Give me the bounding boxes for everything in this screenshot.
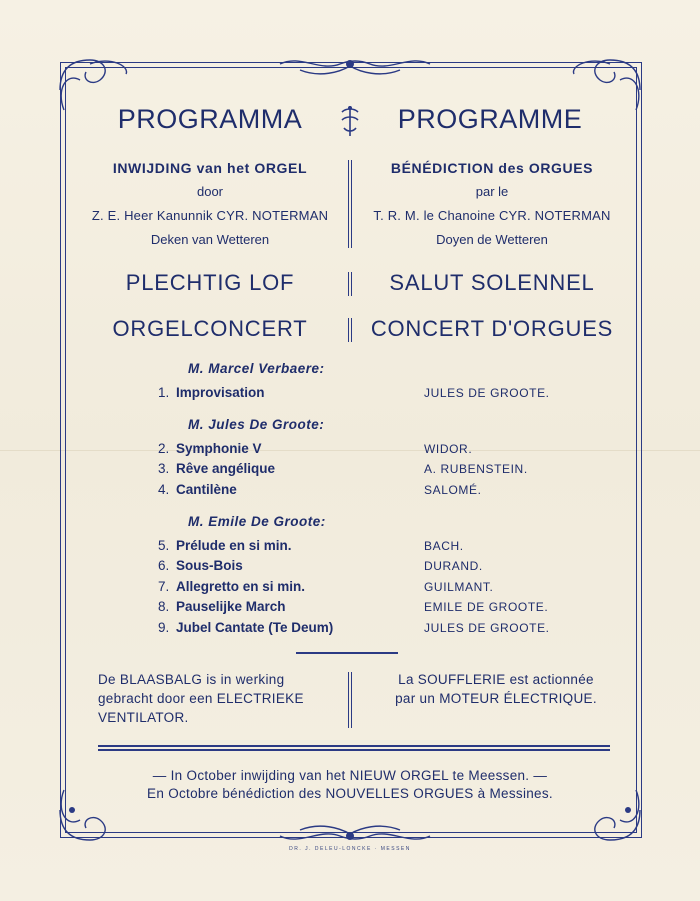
piece-title: Rêve angélique xyxy=(176,461,276,476)
title-right: PROGRAMME xyxy=(397,104,583,134)
piece-number: 8. xyxy=(158,599,170,614)
footer-line1: — In October inwijding van het NIEUW ORGEL te Meessen. — xyxy=(152,768,548,783)
piece-composer: SALOMÉ. xyxy=(424,483,482,497)
short-divider xyxy=(296,652,398,654)
divider-bar xyxy=(348,272,352,296)
dedication-right-line2: par le xyxy=(475,184,509,199)
dedication-right-line4: Doyen de Wetteren xyxy=(436,232,548,247)
dedication-right-line1: BÉNÉDICTION des ORGUES xyxy=(390,160,594,176)
piece-composer: DURAND. xyxy=(424,559,483,573)
piece-composer: JULES DE GROOTE. xyxy=(424,386,550,400)
double-rule-top xyxy=(98,745,610,747)
note-left-line2: gebracht door een ELECTRIEKE xyxy=(98,691,304,706)
printer-imprint: DR. J. DELEU-LONCKE · MESSEN xyxy=(289,846,411,852)
piece-title: Improvisation xyxy=(176,385,265,400)
piece-composer: EMILE DE GROOTE. xyxy=(424,600,549,614)
footer-line2: En Octobre bénédiction des NOUVELLES ORGUES à Messines. xyxy=(147,786,553,801)
divider-bar xyxy=(348,318,352,342)
piece-title: Cantilène xyxy=(176,482,237,497)
piece-title: Symphonie V xyxy=(176,441,262,456)
piece-number: 6. xyxy=(158,558,170,573)
piece-number: 2. xyxy=(158,441,170,456)
dedication-right-line3: T. R. M. le Chanoine CYR. NOTERMAN xyxy=(373,208,611,223)
piece-title: Pauselijke March xyxy=(176,599,286,614)
piece-number: 5. xyxy=(158,538,170,553)
note-left-line3: VENTILATOR. xyxy=(98,710,189,725)
note-right-line1: La SOUFFLERIE est actionnée xyxy=(398,672,594,687)
piece-title: Jubel Cantate (Te Deum) xyxy=(176,620,334,635)
piece-number: 9. xyxy=(158,620,170,635)
note-right-line2: par un MOTEUR ÉLECTRIQUE. xyxy=(395,691,597,706)
divider-bar xyxy=(348,672,352,728)
section-lof-left: PLECHTIG LOF xyxy=(125,270,295,295)
dedication-left-line4: Deken van Wetteren xyxy=(150,232,270,247)
performer-1: M. Marcel Verbaere: xyxy=(188,361,325,376)
dedication-left-line3: Z. E. Heer Kanunnik CYR. NOTERMAN xyxy=(91,208,329,223)
title-left: PROGRAMMA xyxy=(117,104,303,134)
note-left-line1: De BLAASBALG is in werking xyxy=(98,672,285,687)
fleuron-icon xyxy=(338,104,362,138)
piece-composer: JULES DE GROOTE. xyxy=(424,621,550,635)
dedication-left-line1: INWIJDING van het ORGEL xyxy=(112,160,308,176)
performer-2: M. Jules De Groote: xyxy=(188,417,325,432)
piece-composer: GUILMANT. xyxy=(424,580,494,594)
piece-title: Allegretto en si min. xyxy=(176,579,306,594)
double-rule-bottom xyxy=(98,749,610,751)
piece-number: 3. xyxy=(158,461,170,476)
piece-title: Prélude en si min. xyxy=(176,538,292,553)
piece-number: 4. xyxy=(158,482,170,497)
piece-composer: WIDOR. xyxy=(424,442,473,456)
divider-bar xyxy=(348,160,352,248)
piece-number: 1. xyxy=(158,385,170,400)
piece-title: Sous-Bois xyxy=(176,558,243,573)
section-concert-left: ORGELCONCERT xyxy=(112,316,308,341)
piece-composer: BACH. xyxy=(424,539,464,553)
piece-composer: A. RUBENSTEIN. xyxy=(424,462,528,476)
section-lof-right: SALUT SOLENNEL xyxy=(389,270,595,295)
piece-number: 7. xyxy=(158,579,170,594)
performer-3: M. Emile De Groote: xyxy=(188,514,326,529)
section-concert-right: CONCERT D'ORGUES xyxy=(370,316,614,341)
dedication-left-line2: door xyxy=(196,184,224,199)
